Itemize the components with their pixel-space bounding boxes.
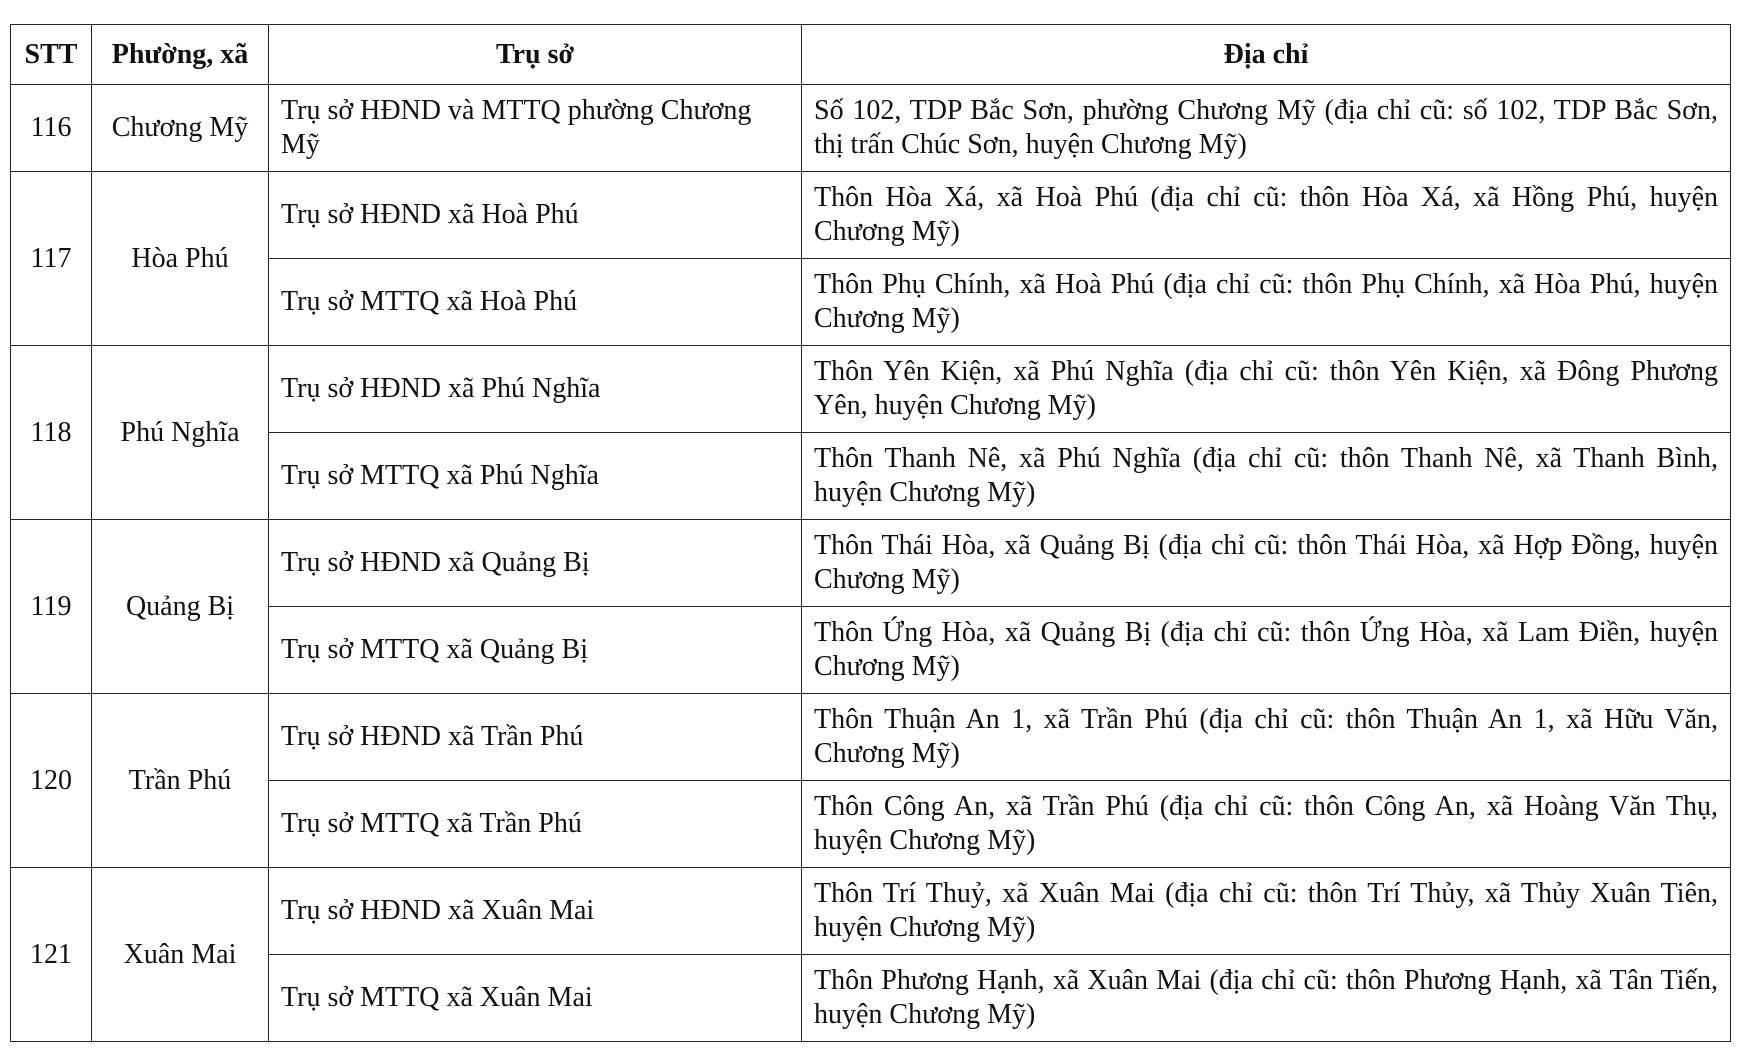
row-office: Trụ sở HĐND xã Quảng Bị <box>269 520 802 607</box>
table-row <box>11 694 1731 781</box>
row-ward: Quảng Bị <box>92 520 269 694</box>
table-row <box>11 781 1731 868</box>
address-table <box>10 24 1731 1042</box>
row-stt: 116 <box>11 85 92 172</box>
row-stt: 118 <box>11 346 92 520</box>
row-address: Thôn Phụ Chính, xã Hoà Phú (địa chỉ cũ: thôn Phụ Chính, xã Hòa Phú, huyện Chương Mỹ) <box>802 259 1731 346</box>
header-office: Trụ sở <box>269 25 802 85</box>
table-row <box>11 520 1731 607</box>
table-row <box>11 868 1731 955</box>
table-row <box>11 85 1731 172</box>
row-address: Số 102, TDP Bắc Sơn, phường Chương Mỹ (địa chỉ cũ: số 102, TDP Bắc Sơn, thị trấn Chúc Sơn, huyện Chương Mỹ) <box>802 85 1731 172</box>
row-address: Thôn Phương Hạnh, xã Xuân Mai (địa chỉ cũ: thôn Phương Hạnh, xã Tân Tiến, huyện Chương Mỹ) <box>802 955 1731 1042</box>
header-address: Địa chỉ <box>802 25 1731 85</box>
row-address: Thôn Hòa Xá, xã Hoà Phú (địa chỉ cũ: thôn Hòa Xá, xã Hồng Phú, huyện Chương Mỹ) <box>802 172 1731 259</box>
row-office: Trụ sở HĐND xã Xuân Mai <box>269 868 802 955</box>
row-office: Trụ sở HĐND xã Hoà Phú <box>269 172 802 259</box>
row-address: Thôn Công An, xã Trần Phú (địa chỉ cũ: thôn Công An, xã Hoàng Văn Thụ, huyện Chương Mỹ) <box>802 781 1731 868</box>
table-row <box>11 259 1731 346</box>
row-stt: 120 <box>11 694 92 868</box>
row-stt: 119 <box>11 520 92 694</box>
row-address: Thôn Yên Kiện, xã Phú Nghĩa (địa chỉ cũ: thôn Yên Kiện, xã Đông Phương Yên, huyện Chương Mỹ) <box>802 346 1731 433</box>
row-office: Trụ sở MTTQ xã Phú Nghĩa <box>269 433 802 520</box>
row-office: Trụ sở MTTQ xã Trần Phú <box>269 781 802 868</box>
row-ward: Xuân Mai <box>92 868 269 1042</box>
row-address: Thôn Thái Hòa, xã Quảng Bị (địa chỉ cũ: thôn Thái Hòa, xã Hợp Đồng, huyện Chương Mỹ) <box>802 520 1731 607</box>
row-address: Thôn Ứng Hòa, xã Quảng Bị (địa chỉ cũ: thôn Ứng Hòa, xã Lam Điền, huyện Chương Mỹ) <box>802 607 1731 694</box>
row-office: Trụ sở HĐND xã Trần Phú <box>269 694 802 781</box>
header-ward: Phường, xã <box>92 25 269 85</box>
row-ward: Chương Mỹ <box>92 85 269 172</box>
table-row <box>11 607 1731 694</box>
row-office: Trụ sở MTTQ xã Quảng Bị <box>269 607 802 694</box>
row-office: Trụ sở MTTQ xã Hoà Phú <box>269 259 802 346</box>
table-row <box>11 172 1731 259</box>
row-stt: 117 <box>11 172 92 346</box>
table-row <box>11 955 1731 1042</box>
row-address: Thôn Trí Thuỷ, xã Xuân Mai (địa chỉ cũ: thôn Trí Thủy, xã Thủy Xuân Tiên, huyện Chương Mỹ) <box>802 868 1731 955</box>
row-office: Trụ sở MTTQ xã Xuân Mai <box>269 955 802 1042</box>
row-stt: 121 <box>11 868 92 1042</box>
table-header-row <box>11 25 1731 85</box>
table-row <box>11 433 1731 520</box>
row-office: Trụ sở HĐND xã Phú Nghĩa <box>269 346 802 433</box>
row-office: Trụ sở HĐND và MTTQ phường Chương Mỹ <box>269 85 802 172</box>
row-ward: Phú Nghĩa <box>92 346 269 520</box>
header-stt: STT <box>11 25 92 85</box>
row-address: Thôn Thuận An 1, xã Trần Phú (địa chỉ cũ: thôn Thuận An 1, xã Hữu Văn, Chương Mỹ) <box>802 694 1731 781</box>
row-ward: Hòa Phú <box>92 172 269 346</box>
row-address: Thôn Thanh Nê, xã Phú Nghĩa (địa chỉ cũ: thôn Thanh Nê, xã Thanh Bình, huyện Chương Mỹ) <box>802 433 1731 520</box>
table-row <box>11 346 1731 433</box>
row-ward: Trần Phú <box>92 694 269 868</box>
